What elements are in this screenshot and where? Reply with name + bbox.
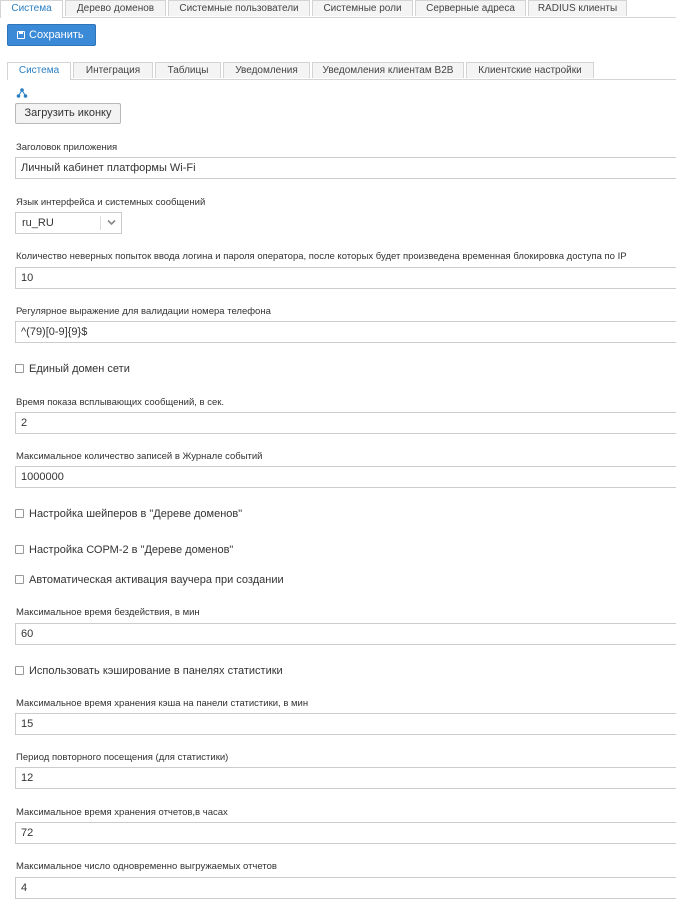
report-storage-label: Максимальное время хранения отчетов,в часах bbox=[16, 807, 228, 818]
voucher-auto-label: Автоматическая активация ваучера при создании bbox=[29, 574, 284, 586]
revisit-period-label: Период повторного посещения (для статистики) bbox=[16, 752, 229, 763]
save-button-label: Сохранить bbox=[29, 29, 84, 41]
tab-domain-tree[interactable]: Дерево доменов bbox=[65, 0, 166, 16]
tab-system-users[interactable]: Системные пользователи bbox=[168, 0, 310, 16]
stats-cache-label: Использовать кэширование в панелях статистики bbox=[29, 665, 283, 677]
tab-system-roles[interactable]: Системные роли bbox=[312, 0, 413, 16]
sitemap-icon bbox=[16, 87, 28, 99]
tab-radius-clients[interactable]: RADIUS клиенты bbox=[528, 0, 627, 16]
tab-server-addresses[interactable]: Серверные адреса bbox=[415, 0, 526, 16]
checkbox-box[interactable] bbox=[15, 666, 24, 675]
language-select[interactable] bbox=[15, 212, 122, 234]
checkbox-box[interactable] bbox=[15, 364, 24, 373]
sorm-label: Настройка СОРМ-2 в "Дереве доменов" bbox=[29, 544, 234, 556]
select-divider bbox=[100, 216, 101, 230]
popup-time-input[interactable]: 2 bbox=[15, 412, 676, 434]
cache-time-input[interactable]: 15 bbox=[15, 713, 676, 735]
sub-tab-bar bbox=[7, 62, 676, 80]
language-label: Язык интерфейса и системных сообщений bbox=[16, 197, 206, 208]
single-domain-label: Единый домен сети bbox=[29, 363, 130, 375]
single-domain-checkbox[interactable] bbox=[15, 363, 130, 375]
max-reports-input[interactable]: 4 bbox=[15, 877, 676, 899]
shapers-checkbox[interactable] bbox=[15, 508, 242, 520]
idle-time-label: Максимальное время бездействия, в мин bbox=[16, 607, 200, 618]
max-reports-label: Максимальное число одновременно выгружаемых отчетов bbox=[16, 861, 277, 872]
revisit-period-input[interactable]: 12 bbox=[15, 767, 676, 789]
subtab-integration[interactable]: Интеграция bbox=[73, 62, 153, 78]
phone-regex-label: Регулярное выражение для валидации номера телефона bbox=[16, 306, 271, 317]
app-title-input[interactable]: Личный кабинет платформы Wi-Fi bbox=[15, 157, 676, 179]
subtab-notifications[interactable]: Уведомления bbox=[223, 62, 310, 78]
report-storage-input[interactable]: 72 bbox=[15, 822, 676, 844]
popup-time-label: Время показа всплывающих сообщений, в сек. bbox=[16, 397, 225, 408]
app-title-label: Заголовок приложения bbox=[16, 142, 118, 153]
sorm-checkbox[interactable] bbox=[15, 544, 233, 556]
subtab-system[interactable]: Система bbox=[7, 62, 71, 80]
phone-regex-input[interactable]: ^(79)[0-9]{9}$ bbox=[15, 321, 676, 343]
subtab-client-settings[interactable]: Клиентские настройки bbox=[466, 62, 594, 78]
language-select-value: ru_RU bbox=[22, 217, 54, 229]
upload-icon-button[interactable]: Загрузить иконку bbox=[15, 103, 121, 124]
checkbox-box[interactable] bbox=[15, 545, 24, 554]
shapers-label: Настройка шейперов в "Дереве доменов" bbox=[29, 508, 243, 520]
failed-attempts-label: Количество неверных попыток ввода логина и пароля оператора, после которых будет произведена временная блокировка доступа по IP bbox=[16, 251, 627, 262]
max-journal-input[interactable]: 1000000 bbox=[15, 466, 676, 488]
checkbox-box[interactable] bbox=[15, 509, 24, 518]
checkbox-box[interactable] bbox=[15, 575, 24, 584]
chevron-down-icon bbox=[106, 216, 117, 228]
tab-system[interactable]: Система bbox=[0, 0, 63, 18]
max-journal-label: Максимальное количество записей в Журнале событий bbox=[16, 451, 263, 462]
top-tab-bar bbox=[0, 0, 676, 18]
subtab-b2b-notifications[interactable]: Уведомления клиентам B2B bbox=[312, 62, 464, 78]
cache-time-label: Максимальное время хранения кэша на панели статистики, в мин bbox=[16, 698, 309, 709]
floppy-disk-icon bbox=[17, 31, 25, 39]
stats-cache-checkbox[interactable] bbox=[15, 665, 283, 677]
save-button[interactable] bbox=[7, 24, 96, 46]
failed-attempts-input[interactable]: 10 bbox=[15, 267, 676, 289]
idle-time-input[interactable]: 60 bbox=[15, 623, 676, 645]
subtab-tables[interactable]: Таблицы bbox=[155, 62, 221, 78]
voucher-auto-checkbox[interactable] bbox=[15, 574, 284, 586]
